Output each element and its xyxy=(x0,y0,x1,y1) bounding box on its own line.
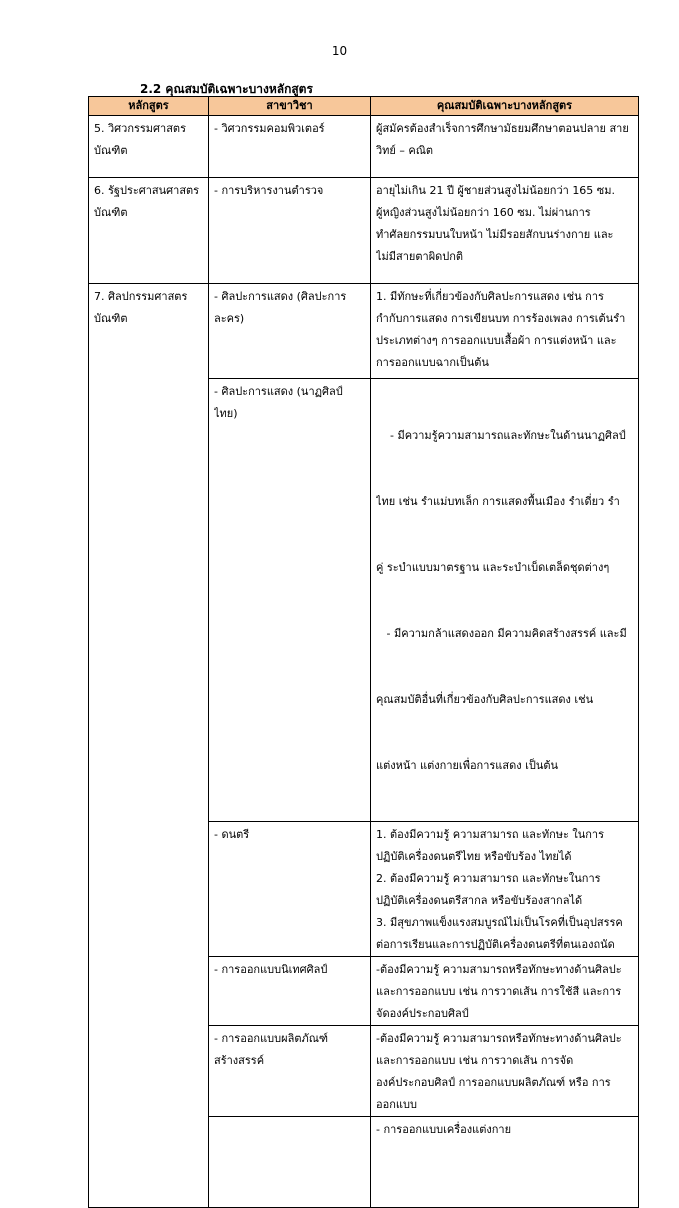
qualification-text: 2. ต้องมีความรู้ ความสามารถ และทักษะในการ xyxy=(376,872,601,885)
qualification-text: ไทย เช่น รำแม่บทเล็ก การแสดงพื้นเมือง รำเดี่ยว รำ xyxy=(376,495,620,508)
major-text: - ศิลปะการแสดง (นาฏศิลป์ xyxy=(214,385,343,398)
qualification-cell xyxy=(371,822,639,957)
qualification-text: กำกับการแสดง การเขียนบท การร้องเพลง การเต้นรำ xyxy=(376,312,626,325)
program-cell xyxy=(89,178,209,284)
qualification-text: ปฏิบัติเครื่องดนตรีสากล หรือขับร้องสากลได้ xyxy=(376,894,583,907)
major-text: - การออกแบบเครื่องแต่งกาย xyxy=(376,1123,512,1136)
program-cell xyxy=(89,284,209,1208)
major-text: - ศิลปะการแสดง (ศิลปะการ xyxy=(214,290,347,303)
qualification-text: วิทย์ – คณิต xyxy=(376,144,434,157)
qualification-text: ประเภทต่างๆ การออกแบบเสื้อผ้า การแต่งหน้า และ xyxy=(376,334,617,347)
program-text: 5. วิศวกรรมศาสตร xyxy=(94,122,186,135)
qualification-cell xyxy=(371,284,639,379)
program-text: บัณฑิต xyxy=(94,312,128,325)
header-major: สาขาวิชา xyxy=(209,97,371,116)
qualification-cell xyxy=(371,379,639,822)
qualification-cell xyxy=(371,1026,639,1117)
qualification-text: - มีความกล้าแสดงออก มีความคิดสร้างสรรค์ และมี xyxy=(376,627,627,640)
qualification-text: ออกแบบ xyxy=(376,1098,417,1111)
qualification-text: ทำศัลยกรรมบนใบหน้า ไม่มีรอยสักบนร่างกาย และ xyxy=(376,228,614,241)
major-text: สร้างสรรค์ xyxy=(214,1054,265,1067)
qualification-text: - มีความรู้ความสามารถและทักษะในด้านนาฏศิลป์ xyxy=(376,429,626,442)
program-text: บัณฑิต xyxy=(94,144,128,157)
major-text: - การออกแบบผลิตภัณฑ์ xyxy=(214,1032,329,1045)
qualification-text: ต่อการเรียนและการปฏิบัติเครื่องดนตรีที่ตนเองถนัด xyxy=(376,938,615,951)
major-text: ละคร) xyxy=(214,312,245,325)
qualification-text: -ต้องมีความรู้ ความสามารถหรือทักษะทางด้านศิลปะ xyxy=(376,1032,622,1045)
qualification-text: องค์ประกอบศิลป์ การออกแบบผลิตภัณฑ์ หรือ การ xyxy=(376,1076,611,1089)
qualification-text: 3. มีสุขภาพแข็งแรงสมบูรณ์ไม่เป็นโรคที่เป็นอุปสรรค xyxy=(376,916,623,929)
table-row xyxy=(89,178,639,284)
qualification-text: อายุไม่เกิน 21 ปี ผู้ชายส่วนสูงไม่น้อยกว่า 165 ซม. xyxy=(376,184,616,197)
table-row xyxy=(89,284,639,379)
major-cell xyxy=(209,957,371,1026)
qualification-text: การออกแบบฉากเป็นต้น xyxy=(376,356,489,369)
qualification-text: ปฏิบัติเครื่องดนตรีไทย หรือขับร้อง ไทยได้ xyxy=(376,850,572,863)
qualification-cell xyxy=(371,116,639,178)
table-row xyxy=(89,116,639,178)
qualification-cell xyxy=(371,957,639,1026)
qualification-text: ไม่มีสายตาผิดปกติ xyxy=(376,250,464,263)
qualification-text: แต่งหน้า แต่งกายเพื่อการแสดง เป็นต้น xyxy=(376,759,559,772)
major-text: - การออกแบบนิเทศศิลป์ xyxy=(214,963,328,976)
qualification-text: คุณสมบัติอื่นที่เกี่ยวข้องกับศิลปะการแสดง เช่น xyxy=(376,693,594,706)
major-text: ไทย) xyxy=(214,407,238,420)
major-cell xyxy=(209,379,371,822)
major-cell xyxy=(209,1026,371,1117)
qualification-text: 1. มีทักษะที่เกี่ยวข้องกับศิลปะการแสดง เช่น การ xyxy=(376,290,604,303)
qualification-text: ผู้หญิงส่วนสูงไม่น้อยกว่า 160 ซม. ไม่ผ่านการ xyxy=(376,206,591,219)
qualification-text: จัดองค์ประกอบศิลป์ xyxy=(376,1007,469,1020)
table-header-row xyxy=(89,97,639,116)
qualification-text: และการออกแบบ เช่น การวาดเส้น การใช้สี และการ xyxy=(376,985,622,998)
program-cell xyxy=(89,116,209,178)
qualification-text: และการออกแบบ เช่น การวาดเส้น การจัด xyxy=(376,1054,574,1067)
qualification-text: -ต้องมีความรู้ ความสามารถหรือทักษะทางด้านศิลปะ xyxy=(376,963,622,976)
program-cell-empty xyxy=(209,1117,371,1208)
qualification-text: คู่ ระบำแบบมาตรฐาน และระบำเบ็ดเตล็ดชุดต่างๆ xyxy=(376,561,610,574)
section-title: 2.2 คุณสมบัติเฉพาะบางหลักสูตร xyxy=(140,82,313,96)
program-text: 6. รัฐประศาสนศาสตร xyxy=(94,184,200,197)
major-cell xyxy=(209,284,371,379)
program-text: 7. ศิลปกรรมศาสตร xyxy=(94,290,188,303)
major-cell xyxy=(209,116,371,178)
major-text: - การบริหารงานตำรวจ xyxy=(214,184,324,197)
major-cell xyxy=(209,822,371,957)
qualification-text: 1. ต้องมีความรู้ ความสามารถ และทักษะ ในการ xyxy=(376,828,605,841)
major-cell xyxy=(371,1117,639,1208)
major-text: - วิศวกรรมคอมพิวเตอร์ xyxy=(214,122,325,135)
program-text: บัณฑิต xyxy=(94,206,128,219)
page-number: 10 xyxy=(331,44,348,58)
qualification-text: ผู้สมัครต้องสำเร็จการศึกษามัธยมศึกษาตอนปลาย สาย xyxy=(376,122,629,135)
major-cell xyxy=(209,178,371,284)
major-text: - ดนตรี xyxy=(214,828,250,841)
header-qualification: คุณสมบัติเฉพาะบางหลักสูตร xyxy=(371,97,639,116)
header-program: หลักสูตร xyxy=(89,97,209,116)
qualification-cell xyxy=(371,178,639,284)
qualifications-table xyxy=(88,96,639,1208)
